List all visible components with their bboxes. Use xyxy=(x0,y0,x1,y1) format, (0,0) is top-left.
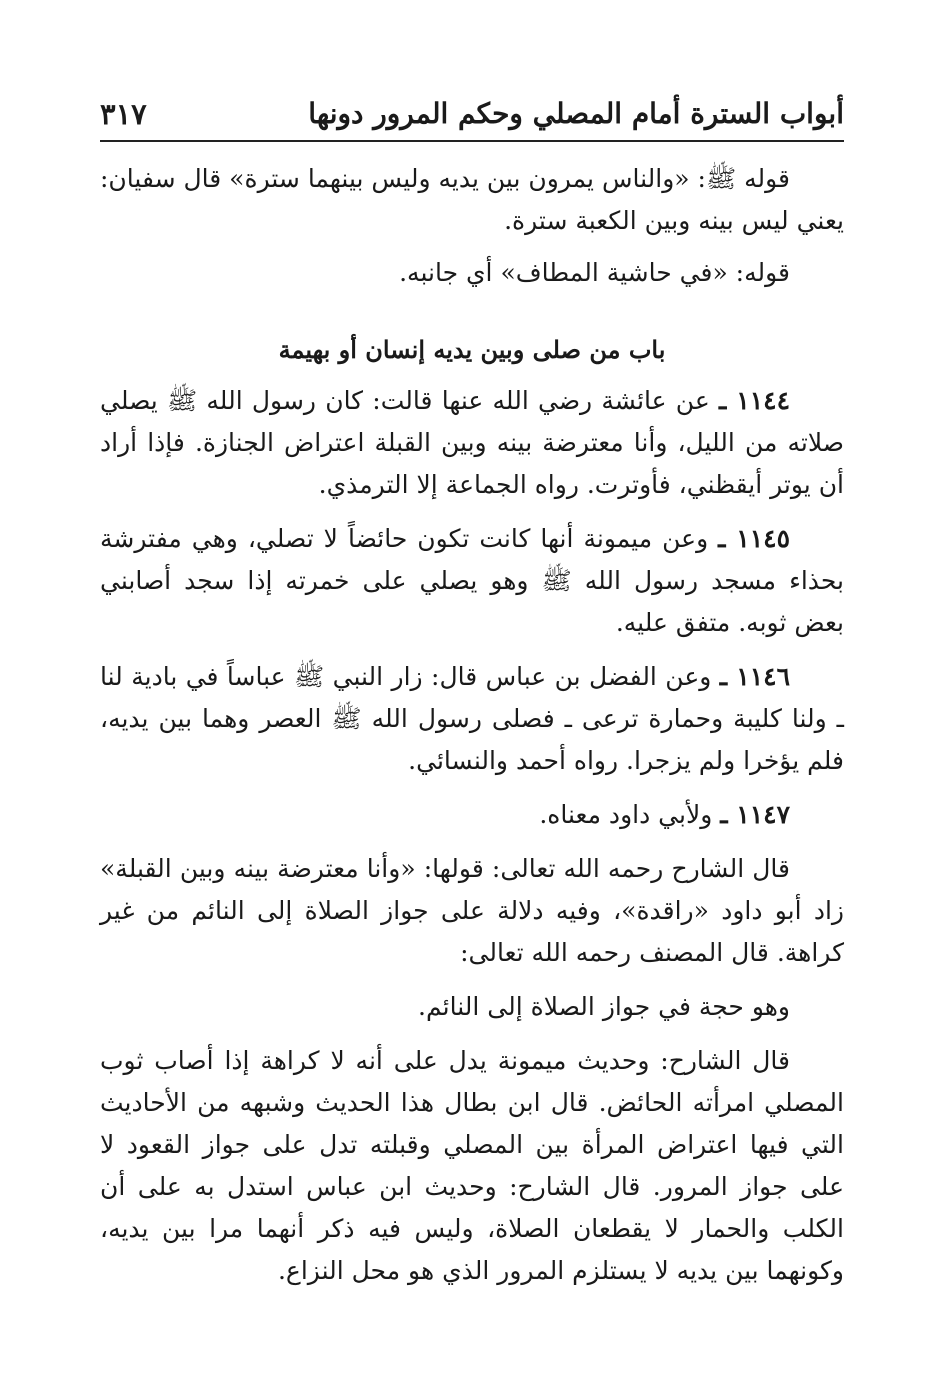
hadith-paragraph xyxy=(100,656,844,782)
hadith-number: ١١٤٥ ـ xyxy=(718,524,790,553)
intro-paragraph: قوله ﷺ: «والناس يمرون بين يديه وليس بينهما سترة» قال سفيان: يعني ليس بينه وبين الكعبة سترة. xyxy=(100,164,844,235)
hadith-paragraph xyxy=(100,380,844,506)
hadith-paragraph xyxy=(100,518,844,644)
section-heading: باب من صلى وبين يديه إنسان أو بهيمة xyxy=(278,335,666,364)
hadith-number: ١١٤٦ ـ xyxy=(719,662,790,691)
hadith-paragraph xyxy=(100,794,844,836)
page-number: ٣١٧ xyxy=(100,97,147,131)
commentary-paragraph: قال الشارح رحمه الله تعالى: قولها: «وأنا معترضة بينه وبين القبلة» زاد أبو داود «راقدة»، وفيه دلالة على جواز الصلاة إلى النائم من غير كراهة. قال المصنف رحمه الله تعالى: xyxy=(100,854,844,967)
hadith-text: عن عائشة رضي الله عنها قالت: كان رسول الله ﷺ يصلي صلاته من الليل، وأنا معترضة بينه وبين القبلة اعتراض الجنازة. فإذا أراد أن يوتر أيقظني، فأوترت. رواه الجماعة إلا الترمذي. xyxy=(100,386,844,499)
hadith-number: ١١٤٧ ـ xyxy=(720,800,790,829)
chapter-title: أبواب السترة أمام المصلي وحكم المرور دونها xyxy=(308,97,844,130)
page-body xyxy=(100,158,844,1292)
hadith-text: وعن الفضل بن عباس قال: زار النبي ﷺ عباساً في بادية لنا ـ ولنا كليبة وحمارة ترعى ـ فصلى رسول الله ﷺ العصر وهما بين يديه، فلم يؤخرا ولم يزجرا. رواه أحمد والنسائي. xyxy=(100,662,844,775)
hadith-number: ١١٤٤ ـ xyxy=(718,386,790,415)
commentary-paragraph: قال الشارح: وحديث ميمونة يدل على أنه لا كراهة إذا أصاب ثوب المصلي امرأته الحائض. قال ابن بطال هذا الحديث وشبهه من الأحاديث التي فيها اعتراض المرأة بين المصلي وقبلته تدل على جواز القعود لا على جواز المرور. قال الشارح: وحديث ابن عباس استدل به على أن الكلب والحمار لا يقطعان الصلاة، وليس فيه ذكر أنهما مرا بين يديه، وكونهما بين يديه لا يستلزم المرور الذي هو محل النزاع. xyxy=(100,1046,844,1285)
hadith-text: وعن ميمونة أنها كانت تكون حائضاً لا تصلي، وهي مفترشة بحذاء مسجد رسول الله ﷺ وهو يصلي على خمرته إذا سجد أصابني بعض ثوبه. متفق عليه. xyxy=(100,524,844,637)
intro-paragraph: قوله: «في حاشية المطاف» أي جانبه. xyxy=(399,258,790,287)
hadith-text: ولأبي داود معناه. xyxy=(539,800,721,829)
running-header xyxy=(100,88,844,142)
commentary-paragraph: وهو حجة في جواز الصلاة إلى النائم. xyxy=(418,992,790,1021)
